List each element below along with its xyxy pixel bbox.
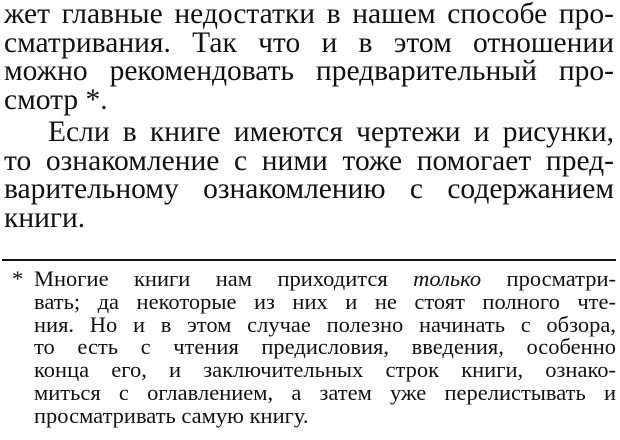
- footnote-line: [12, 268, 616, 291]
- footnote-divider: [2, 259, 616, 261]
- footnote-line: миться с оглавлением, а затем уже перелистывать и: [34, 379, 616, 405]
- main-text: [4, 0, 614, 232]
- text-line: книги.: [4, 201, 86, 234]
- text-line: жет главные недостатки в нашем способе про-: [4, 0, 614, 30]
- footnote-line: просматривать самую книгу.: [34, 402, 309, 428]
- footnote-text: Многие книги нам приходится: [34, 266, 414, 291]
- text-line: то ознакомление с ними тоже помогает пред-: [4, 144, 614, 177]
- footnote-marker: *: [12, 266, 24, 291]
- text-line: можно рекомендовать предварительный про-: [4, 55, 614, 87]
- text-line: Если в книге имеются чертежи и рисунки,: [48, 116, 614, 148]
- text-line: варительному ознакомлению с содержанием: [4, 173, 614, 205]
- footnote-emphasis: только: [413, 266, 482, 291]
- text-line: смотр *.: [4, 83, 108, 116]
- footnote-line: то есть с чтения предисловия, введения, особенно: [34, 334, 616, 360]
- footnote-line: ния. Но и в этом случае полезно начинать с обзора,: [34, 311, 616, 337]
- footnote-line: вать; да некоторые из них и не стоят полного чте-: [34, 288, 616, 314]
- footnote-line: конца его, и заключительных строк книги, ознако-: [34, 357, 616, 383]
- footnote-text: просматри-: [481, 266, 616, 291]
- text-line: сматривания. Так что и в этом отношении: [4, 26, 614, 59]
- footnote: [12, 268, 616, 428]
